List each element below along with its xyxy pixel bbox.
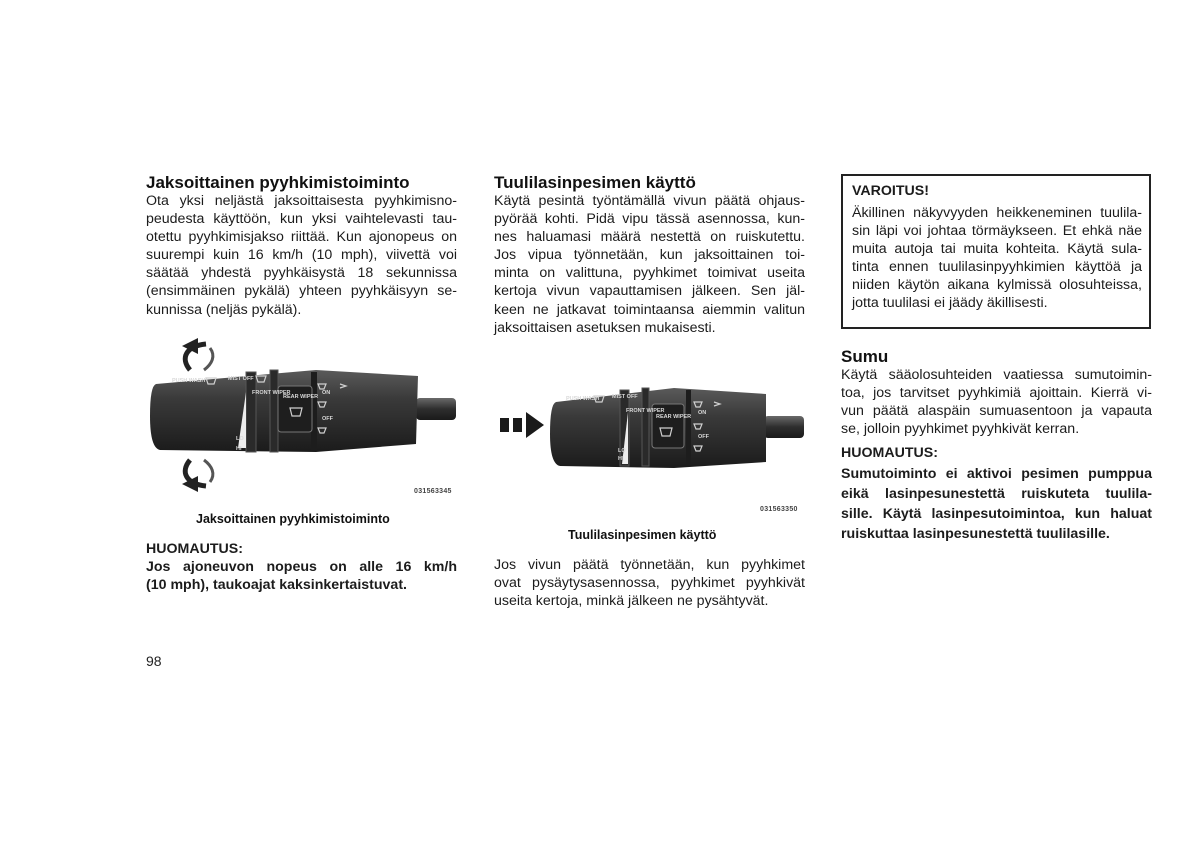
svg-text:ON: ON <box>322 390 331 396</box>
warning-line: Äkillinen näkyvyyden heikkeneminen tuulila- <box>852 205 1142 221</box>
paragraph-line: Ota yksi neljästä jaksoittaisesta pyyhkimisno- <box>146 193 457 209</box>
washer-stalk-push-illustration <box>494 372 806 520</box>
svg-text:REAR WIPER: REAR WIPER <box>656 414 692 420</box>
svg-text:LO: LO <box>618 448 626 454</box>
warning-title: VAROITUS! <box>852 183 929 199</box>
svg-text:HI: HI <box>236 446 242 452</box>
rotate-up-arrow-icon <box>182 338 213 370</box>
figure-code: 031563345 <box>414 488 452 495</box>
intermittent-wiper-stalk-illustration <box>146 336 458 506</box>
paragraph-line: keen ne jatkavat toimintaansa aiemmin valitun <box>494 301 805 318</box>
push-arrow-icon <box>500 412 544 438</box>
paragraph-line: (ensimmäinen pykälä) yhteen pyyhkäisyyn se- <box>146 283 457 300</box>
svg-text:MIST OFF: MIST OFF <box>612 394 638 400</box>
section-heading-washer: Tuulilasinpesimen käyttö <box>494 173 696 192</box>
warning-text <box>852 204 1142 313</box>
paragraph-line: useita kertoja, minkä jälkeen ne pysähtyvät. <box>494 593 769 610</box>
paragraph-line: se, jolloin pyyhkimet pyyhkivät kerran. <box>841 421 1080 438</box>
paragraph-line: ovat pysäytysasennossa, pyyhkimet pyyhkivät <box>494 575 805 592</box>
paragraph-line: nes haluamasi määrä nestettä on ruiskutettu. <box>494 229 805 246</box>
section-heading-mist: Sumu <box>841 347 889 366</box>
paragraph-line: vun päätä alaspäin sumuasentoon ja vapauta <box>841 403 1152 420</box>
note-line: Sumutoiminto ei aktivoi pesimen pumppua <box>841 466 1152 482</box>
svg-text:PUSH WASH: PUSH WASH <box>172 378 206 384</box>
svg-text:FRONT WIPER: FRONT WIPER <box>626 408 665 414</box>
figure-caption: Tuulilasinpesimen käyttö <box>568 528 717 542</box>
svg-text:OFF: OFF <box>322 416 333 422</box>
paragraph-line: Jos vipua työnnetään, kun jaksoittainen toi- <box>494 247 805 264</box>
rotate-down-arrow-icon <box>182 460 213 492</box>
warning-line: muita autoja tai muita kohteita. Käytä sula- <box>852 241 1142 258</box>
paragraph-line: Käytä pesintä työntämällä vivun päätä ohjaus- <box>494 193 805 209</box>
paragraph-line: kunnissa (neljäs pykälä). <box>146 301 302 318</box>
washer-paragraph <box>494 192 805 337</box>
paragraph-line: kertoja vivun vapauttamisen jälkeen. Sen jäl- <box>494 283 805 300</box>
paragraph-line: Käytä sääolosuhteiden vaatiessa sumutoimin- <box>841 367 1152 383</box>
note-title: HUOMAUTUS: <box>841 445 938 461</box>
intermittent-wiper-paragraph <box>146 192 457 319</box>
wiper-stalk-icon <box>146 336 458 506</box>
paragraph-line: otettu pyyhkimisjakso riittää. Kun ajonopeus on <box>146 229 457 246</box>
paragraph-line: Jos vivun päätä työnnetään, kun pyyhkimet <box>494 557 805 573</box>
note-title: HUOMAUTUS: <box>146 541 243 557</box>
svg-text:REAR WIPER: REAR WIPER <box>283 394 319 400</box>
figure-caption: Jaksoittainen pyyhkimistoiminto <box>196 512 390 526</box>
warning-line: niiden käytön aikana kylmissä olosuhteissa, <box>852 277 1142 294</box>
svg-text:FRONT WIPER: FRONT WIPER <box>252 390 291 396</box>
paragraph-line: minta on valittuna, pyyhkimet toimivat useita <box>494 265 805 282</box>
paragraph-line: peudesta käyttöön, kun yksi vaihtelevasti tau- <box>146 211 457 228</box>
paragraph-line: pyörää kohti. Pidä vipu tässä asennossa, kun- <box>494 211 805 228</box>
paragraph-line: suurempi kuin 16 km/h (10 mph), viivettä voi <box>146 247 457 264</box>
svg-text:HI: HI <box>618 456 624 462</box>
warning-line: sin läpi voi johtaa törmäykseen. Et ehkä näe <box>852 223 1142 240</box>
note-line: Jos ajoneuvon nopeus on alle 16 km/h <box>146 559 457 575</box>
paragraph-line: säätää yhdestä pyyhkäisystä 18 sekunnissa <box>146 265 457 282</box>
washer-stalk-icon <box>494 372 806 520</box>
note-line: eikä lasinpesunestettä ruiskuteta tuulila- <box>841 486 1152 502</box>
svg-text:LO: LO <box>236 436 244 442</box>
page-number: 98 <box>146 653 162 669</box>
note-line: sille. Käytä lasinpesutoimintoa, kun haluat <box>841 506 1152 522</box>
svg-text:OFF: OFF <box>698 434 709 440</box>
mist-paragraph <box>841 366 1152 438</box>
warning-line: tinta ennen tuulilasinpyyhkimien käyttöä ja <box>852 259 1142 276</box>
note-line: (10 mph), taukoajat kaksinkertaistuvat. <box>146 577 407 594</box>
section-heading-intermittent-wiper: Jaksoittainen pyyhkimistoiminto <box>146 173 410 192</box>
warning-box <box>841 174 1151 329</box>
svg-text:PUSH WASH: PUSH WASH <box>566 396 600 402</box>
svg-text:ON: ON <box>698 410 707 416</box>
mist-note <box>841 464 1152 544</box>
note-line: ruiskuttaa lasinpesunestettä tuulilasille. <box>841 526 1110 542</box>
figure-code: 031563350 <box>760 506 798 513</box>
warning-line: jotta tuulilasi ei jäädy äkillisesti. <box>852 295 1048 312</box>
washer-after-paragraph <box>494 556 805 610</box>
paragraph-line: jaksoittaisen asetuksen mukaisesti. <box>494 319 716 336</box>
svg-text:MIST OFF: MIST OFF <box>228 376 254 382</box>
paragraph-line: toa, jos tarvitset pyyhkimiä ajoittain. Kierrä vi- <box>841 385 1152 402</box>
speed-note <box>146 558 457 594</box>
